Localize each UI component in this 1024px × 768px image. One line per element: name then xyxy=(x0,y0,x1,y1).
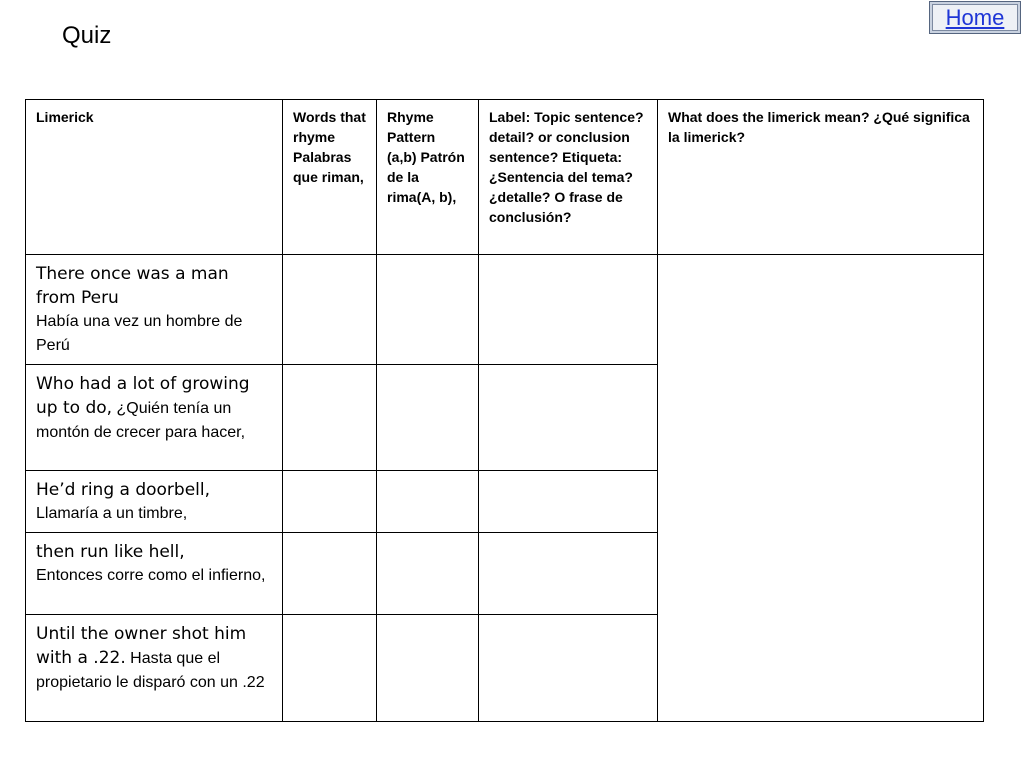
limerick-line-english: There once was a man from Peru xyxy=(36,264,229,308)
rhyme-pattern-cell[interactable] xyxy=(377,615,479,722)
limerick-line-spanish: Llamaría a un timbre, xyxy=(36,505,188,522)
limerick-line-spanish: Había una vez un hombre de Perú xyxy=(36,313,243,354)
label-cell[interactable] xyxy=(479,255,658,365)
rhyme-pattern-cell[interactable] xyxy=(377,471,479,533)
limerick-line-cell xyxy=(26,365,283,471)
home-button[interactable]: Home xyxy=(929,1,1021,34)
page-title: Quiz xyxy=(62,22,112,49)
rhyming-words-cell[interactable] xyxy=(283,255,377,365)
limerick-line-cell xyxy=(26,533,283,615)
column-header-rhyme-pattern: Rhyme Pattern (a,b) Patrón de la rima(A, b), xyxy=(377,100,479,255)
meaning-cell[interactable] xyxy=(658,255,984,722)
limerick-line-cell xyxy=(26,255,283,365)
limerick-line-spanish: Hasta que el propietario le disparó con un .22 xyxy=(36,650,265,691)
limerick-line-spanish: Entonces corre como el infierno, xyxy=(36,567,266,584)
limerick-line-cell xyxy=(26,615,283,722)
label-cell[interactable] xyxy=(479,533,658,615)
label-cell[interactable] xyxy=(479,615,658,722)
limerick-line-english: He’d ring a doorbell, xyxy=(36,480,211,500)
limerick-quiz-table xyxy=(25,99,984,722)
label-cell[interactable] xyxy=(479,471,658,533)
limerick-line-english: Until the owner shot him with a .22. xyxy=(36,624,247,668)
column-header-meaning: What does the limerick mean? ¿Qué significa la limerick? xyxy=(658,100,984,255)
rhyme-pattern-cell[interactable] xyxy=(377,533,479,615)
rhyming-words-cell[interactable] xyxy=(283,471,377,533)
limerick-line-spanish: ¿Quién tenía un montón de crecer para hacer, xyxy=(36,400,246,441)
rhyming-words-cell[interactable] xyxy=(283,615,377,722)
label-cell[interactable] xyxy=(479,365,658,471)
table-header-row xyxy=(26,100,984,255)
rhyming-words-cell[interactable] xyxy=(283,533,377,615)
column-header-limerick: Limerick xyxy=(26,100,283,255)
table-row xyxy=(26,255,984,365)
column-header-label: Label: Topic sentence? detail? or conclusion sentence? Etiqueta: ¿Sentencia del tema? ¿detalle? O frase de conclusión? xyxy=(479,100,658,255)
column-header-rhyming-words: Words that rhyme Palabras que riman, xyxy=(283,100,377,255)
rhyme-pattern-cell[interactable] xyxy=(377,365,479,471)
rhyming-words-cell[interactable] xyxy=(283,365,377,471)
limerick-line-english: then run like hell, xyxy=(36,542,185,562)
rhyme-pattern-cell[interactable] xyxy=(377,255,479,365)
limerick-line-cell xyxy=(26,471,283,533)
limerick-line-english: Who had a lot of growing up to do, xyxy=(36,374,250,418)
